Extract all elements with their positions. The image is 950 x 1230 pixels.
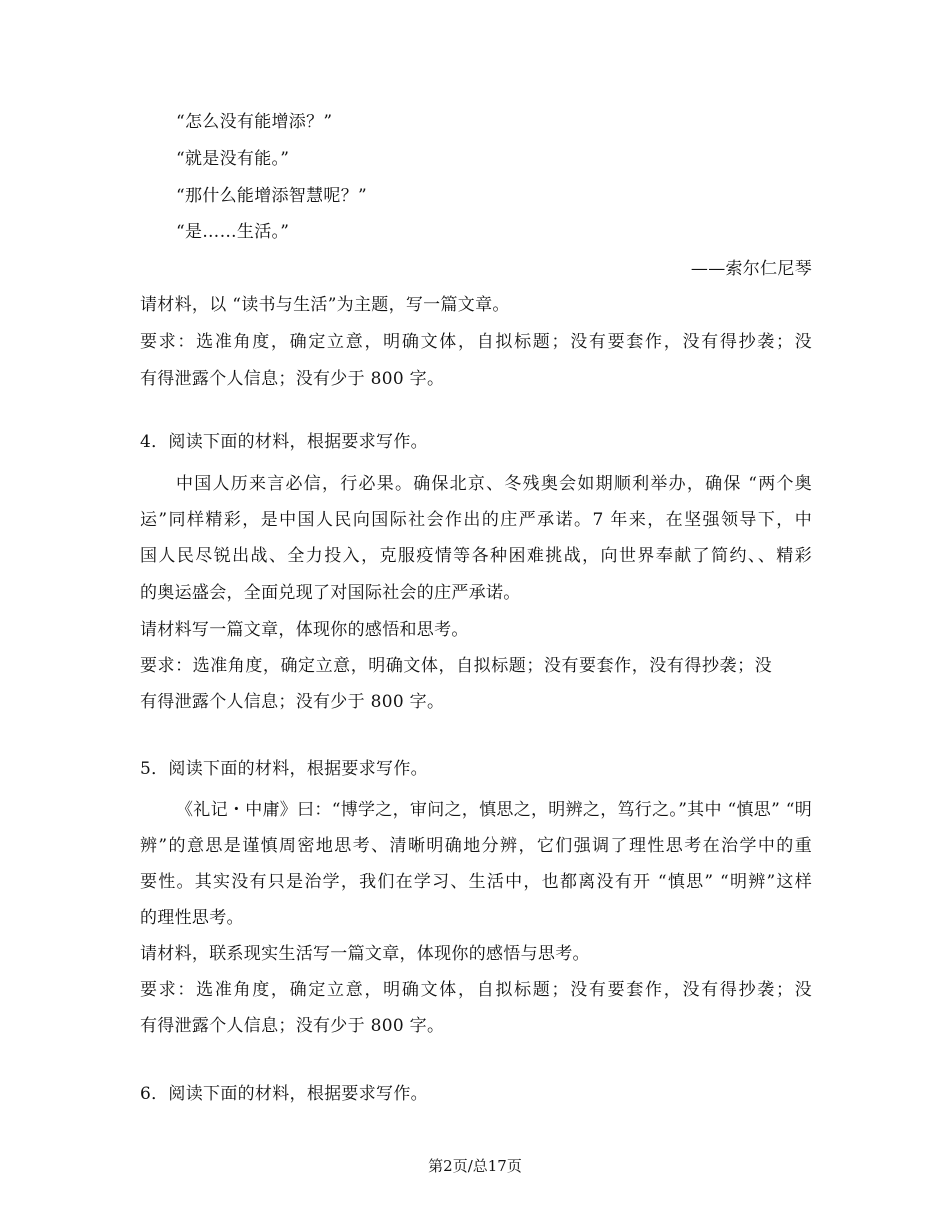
q5-material-line-3: 要性。其实没有只是治学，我们在学习、生活中，也都离没有开 “慎思” “明辨”这样	[140, 872, 812, 892]
attribution: ——索尔仁尼琴	[690, 259, 812, 279]
q4-material-line-2: 运”同样精彩，是中国人民向国际社会作出的庄严承诺。7 年来，在坚强领导下，中	[140, 510, 812, 530]
q4-material-line-1: 中国人历来言必信，行必果。确保北京、冬残奥会如期顺利举办，确保 “两个奥	[176, 474, 812, 494]
q5-requirement-line-2: 有得泄露个人信息；没有少于 800 字。	[140, 1016, 445, 1036]
dialogue-line-3: “那什么能增添智慧呢？”	[176, 186, 367, 206]
q4-title: 4．阅读下面的材料，根据要求写作。	[140, 432, 428, 452]
q4-prompt: 请材料写一篇文章，体现你的感悟和思考。	[140, 620, 469, 640]
q3-prompt: 请材料，以 “读书与生活”为主题，写一篇文章。	[140, 295, 510, 315]
dialogue-line-1: “怎么没有能增添？”	[176, 112, 333, 132]
q5-material-line-1: 《礼记・中庸》曰：“博学之，审问之，慎思之，明辨之，笃行之。”其中 “慎思” “明	[176, 800, 813, 820]
q4-material-line-4: 的奥运盛会，全面兑现了对国际社会的庄严承诺。	[140, 583, 521, 603]
q5-material-line-2: 辨”的意思是谨慎周密地思考、清晰明确地分辨，它们强调了理性思考在治学中的重	[140, 836, 812, 856]
q4-material-line-3: 国人民尽锐出战、全力投入，克服疫情等各种困难挑战，向世界奉献了简约、、精彩	[140, 546, 812, 566]
q5-material-line-4: 的理性思考。	[140, 908, 244, 928]
dialogue-line-4: “是……生活。”	[176, 222, 290, 242]
q5-title: 5．阅读下面的材料，根据要求写作。	[140, 759, 428, 779]
dialogue-line-2: “就是没有能。”	[176, 149, 290, 169]
q3-requirement-line-2: 有得泄露个人信息；没有少于 800 字。	[140, 369, 445, 389]
q5-requirement-line-1: 要求：选准角度，确定立意，明确文体，自拟标题；没有要套作，没有得抄袭；没	[140, 980, 812, 1000]
q4-requirement-line-2: 有得泄露个人信息；没有少于 800 字。	[140, 692, 445, 712]
q3-requirement-line-1: 要求：选准角度，确定立意，明确文体，自拟标题；没有要套作，没有得抄袭；没	[140, 332, 812, 352]
page-number-footer: 第2页/总17页	[428, 1157, 522, 1175]
q4-requirement-line-1: 要求：选准角度，确定立意，明确文体，自拟标题；没有要套作，没有得抄袭；没	[140, 656, 772, 676]
q6-title: 6．阅读下面的材料，根据要求写作。	[140, 1084, 428, 1104]
q5-prompt: 请材料，联系现实生活写一篇文章，体现你的感悟与思考。	[140, 944, 590, 964]
